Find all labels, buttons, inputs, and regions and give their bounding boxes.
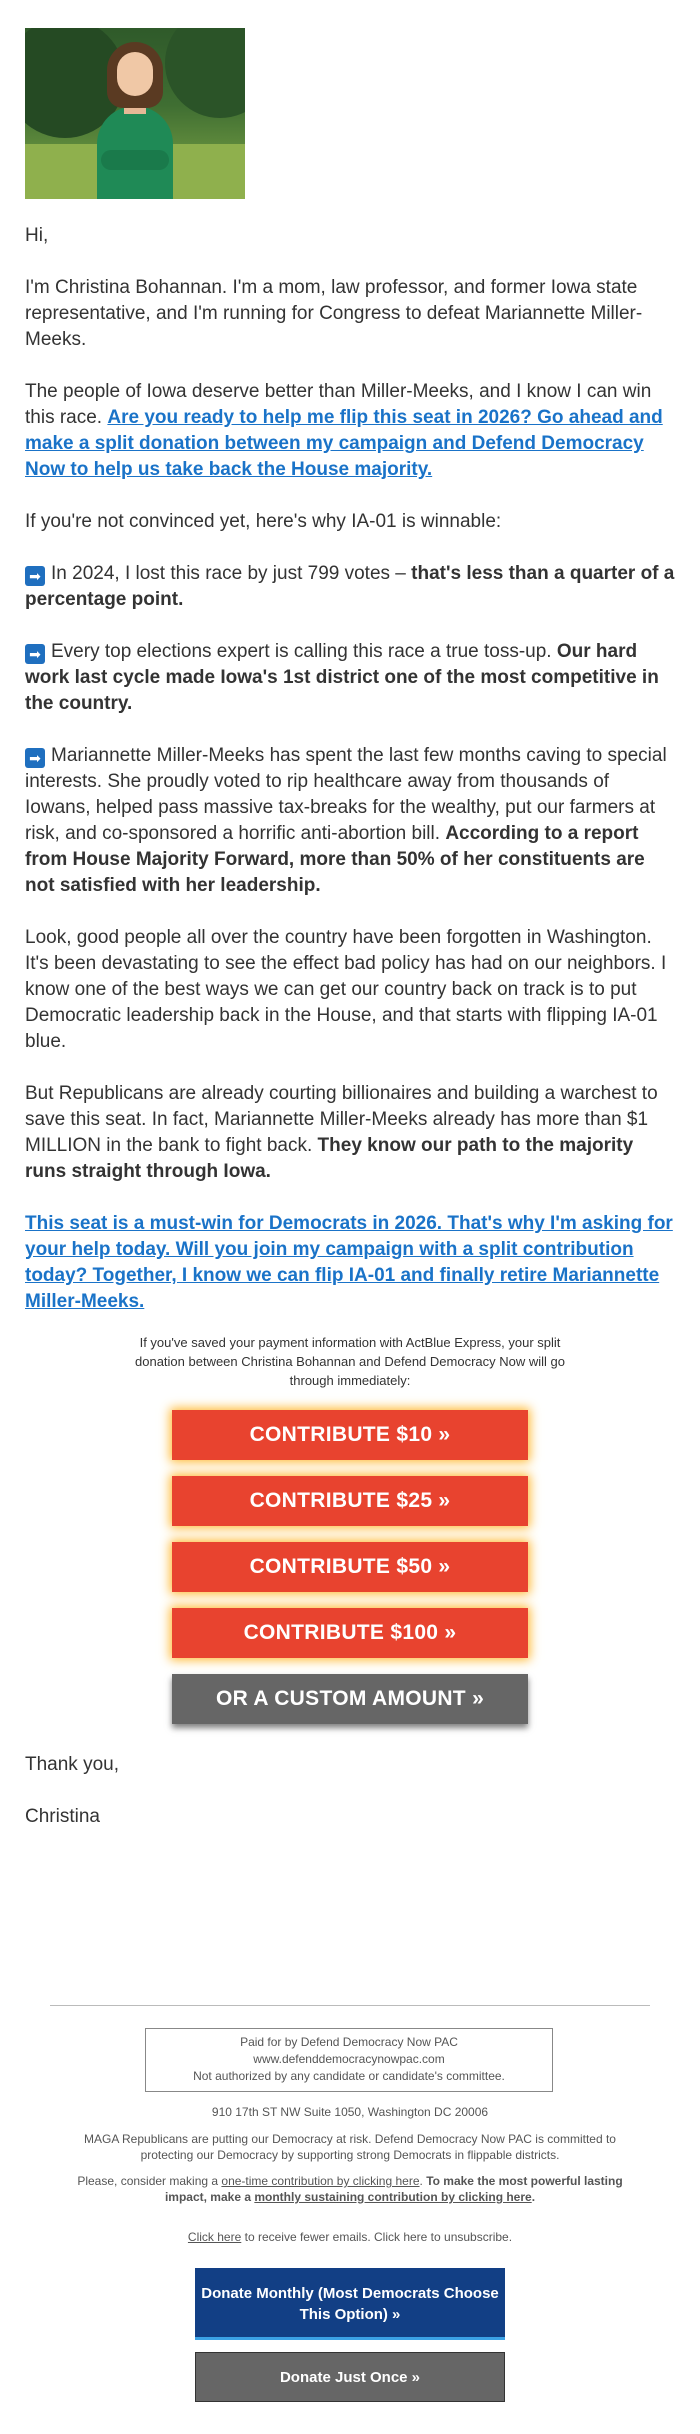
paid-by-line: Paid for by Defend Democracy Now PAC [240, 2035, 458, 2049]
bullet-item [25, 639, 675, 717]
paragraph-must-win [25, 1211, 675, 1315]
contribute-100-button[interactable]: CONTRIBUTE $100 » [172, 1608, 528, 1658]
bullet-text: Mariannette Miller-Meeks has spent the last few months caving to special interests. She proudly voted to rip healthcare away from thousands of Iowans, helped pass massive tax-breaks for the wealthy, put our farmers at risk, and co-sponsored a horrific anti-abortion bill. [25, 745, 667, 844]
paragraph-win-race [25, 379, 675, 483]
paragraph-warchest-bold: They know our path to the majority runs straight through Iowa. [25, 1135, 634, 1182]
fewer-emails-text: to receive fewer emails. Click here to unsubscribe. [241, 2230, 513, 2244]
right-arrow-icon: ➡ [25, 748, 45, 768]
split-donation-link[interactable]: Are you ready to help me flip this seat in 2026? Go ahead and make a split donation between my campaign and Defend Democracy Now to help us take back the House majority. [25, 407, 663, 480]
greeting: Hi, [25, 225, 49, 246]
paragraph-win-race-text: The people of Iowa deserve better than Miller-Meeks, and I know I can win this race. [25, 381, 652, 428]
bullet-text: In 2024, I lost this race by just 799 votes – [51, 563, 412, 584]
contribute-25-button[interactable]: CONTRIBUTE $25 » [172, 1476, 528, 1526]
bullet-text: Every top elections expert is calling this race a true toss-up. [51, 641, 557, 662]
fewer-emails-link[interactable]: Click here [187, 2230, 242, 2244]
consider-end: . [531, 2190, 536, 2204]
not-authorized-line: Not authorized by any candidate or candidate's committee. [193, 2069, 505, 2083]
consider-pre: Please, consider making a [77, 2174, 222, 2188]
right-arrow-icon: ➡ [25, 566, 45, 586]
paragraph-winnable: If you're not convinced yet, here's why IA-01 is winnable: [25, 511, 502, 532]
donate-monthly-button[interactable]: Donate Monthly (Most Democrats Choose This Option) » [195, 2268, 505, 2340]
donate-once-button[interactable]: Donate Just Once » [195, 2352, 505, 2402]
footer-fewer-emails [50, 2229, 650, 2245]
bullet-bold: Our hard work last cycle made Iowa's 1st district one of the most competitive in the country. [25, 641, 659, 714]
photo-tree-right [165, 28, 245, 118]
bullet-item [25, 561, 675, 613]
paragraph-warchest-text: But Republicans are already courting billionaires and building a warchest to save this seat. In fact, Mariannette Miller-Meeks already has more than $1 MILLION in the bank to fight back. [25, 1083, 658, 1156]
one-time-contribution-link[interactable]: one-time contribution by clicking here [221, 2174, 420, 2188]
paid-for-disclaimer [145, 2028, 553, 2092]
paragraph-forgotten: Look, good people all over the country have been forgotten in Washington. It's been devastating to see the effect bad policy has had on our neighbors. I know one of the best ways we can get our country back on track is to put Democratic leadership back in the House, and that starts with flipping IA-01 blue. [25, 927, 667, 1052]
actblue-express-note: If you've saved your payment information with ActBlue Express, your split donation between Christina Bohannan and Defend Democracy Now will go through immediately: [135, 1335, 565, 1388]
bullet-bold: According to a report from House Majority Forward, more than 50% of her constituents are not satisfied with her leadership. [25, 823, 645, 896]
candidate-photo [25, 28, 245, 199]
photo-arms [101, 150, 169, 170]
footer-mission: MAGA Republicans are putting our Democracy at risk. Defend Democracy Now PAC is committed to protecting our Democracy by supporting strong Democrats in flippable districts. [84, 2132, 616, 2162]
bullet-bold: that's less than a quarter of a percentage point. [25, 563, 675, 610]
sign-off-name: Christina [25, 1806, 100, 1827]
custom-amount-button[interactable]: OR A CUSTOM AMOUNT » [172, 1674, 528, 1724]
right-arrow-icon: ➡ [25, 644, 45, 664]
paragraph-warchest [25, 1081, 675, 1185]
footer-consider [58, 2173, 642, 2205]
consider-mid: . [419, 2174, 427, 2188]
website-line: www.defenddemocracynowpac.com [253, 2052, 445, 2066]
bullet-item [25, 743, 675, 899]
sign-off-thanks: Thank you, [25, 1754, 119, 1775]
photo-face [117, 52, 153, 96]
footer-address: 910 17th ST NW Suite 1050, Washington DC 20006 [211, 2105, 489, 2119]
intro-paragraph: I'm Christina Bohannan. I'm a mom, law professor, and former Iowa state representative, and I'm running for Congress to defeat Mariannette Miller-Meeks. [25, 277, 643, 350]
contribute-50-button[interactable]: CONTRIBUTE $50 » [172, 1542, 528, 1592]
footer-divider [50, 2005, 650, 2006]
consider-bold: To make the most powerful lasting impact, make a [164, 2174, 623, 2204]
contribute-10-button[interactable]: CONTRIBUTE $10 » [172, 1410, 528, 1460]
monthly-contribution-link[interactable]: monthly sustaining contribution by clicking here [254, 2190, 532, 2204]
must-win-link[interactable]: This seat is a must-win for Democrats in 2026. That's why I'm asking for your help today. Will you join my campaign with a split contribution today? Together, I know we can flip IA-01 and finally retire Mariannette Miller-Meeks. [25, 1213, 673, 1312]
